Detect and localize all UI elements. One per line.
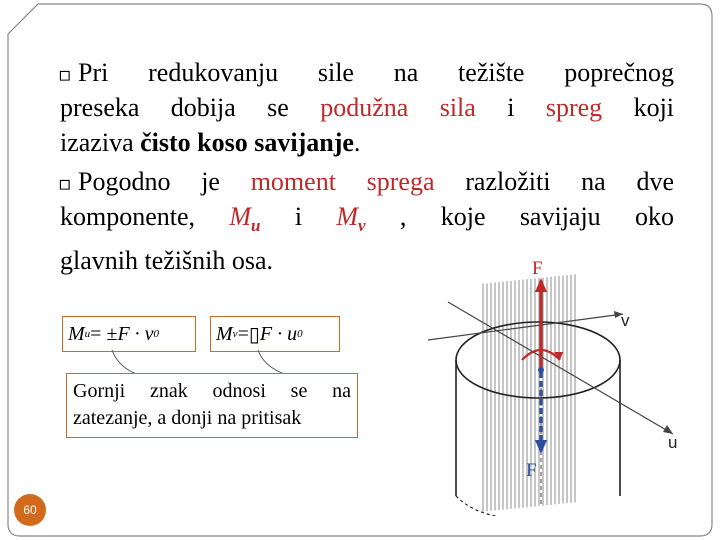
label-v: v xyxy=(621,311,630,330)
text-line: Pri redukovanju sile na težište poprečnog xyxy=(78,58,674,87)
sign-note-box: Gornji znak odnosi se na zatezanje, a donji na pritisak xyxy=(66,373,358,438)
text-line: glavnih težišnih osa. xyxy=(60,246,274,276)
text-line: preseka dobija se podužna sila i spreg koji xyxy=(60,93,675,122)
bullet-square-icon: ▫ xyxy=(58,62,72,86)
text-line: izaziva čisto koso savijanje. xyxy=(60,128,361,157)
formula-mu: M u = ± F · v 0 xyxy=(62,316,196,352)
formula-mv: M v = ▯ F · u 0 xyxy=(210,316,340,352)
label-u: u xyxy=(668,433,678,452)
moment-mv: $M_v$ xyxy=(336,202,366,236)
page-number-badge: 60 xyxy=(14,494,46,526)
moment-mu: $M_u$ xyxy=(229,202,261,236)
bending-figure xyxy=(418,256,708,516)
bullet-square-icon: ▫ xyxy=(58,171,72,195)
text-line: komponente, $M_u$ i $M_v$ , koje savijaju oko xyxy=(60,202,675,236)
label-f-top: F xyxy=(532,258,543,279)
label-f-bottom: F xyxy=(526,460,537,481)
text-line: Pogodno je moment sprega razložiti na dve xyxy=(78,167,674,196)
